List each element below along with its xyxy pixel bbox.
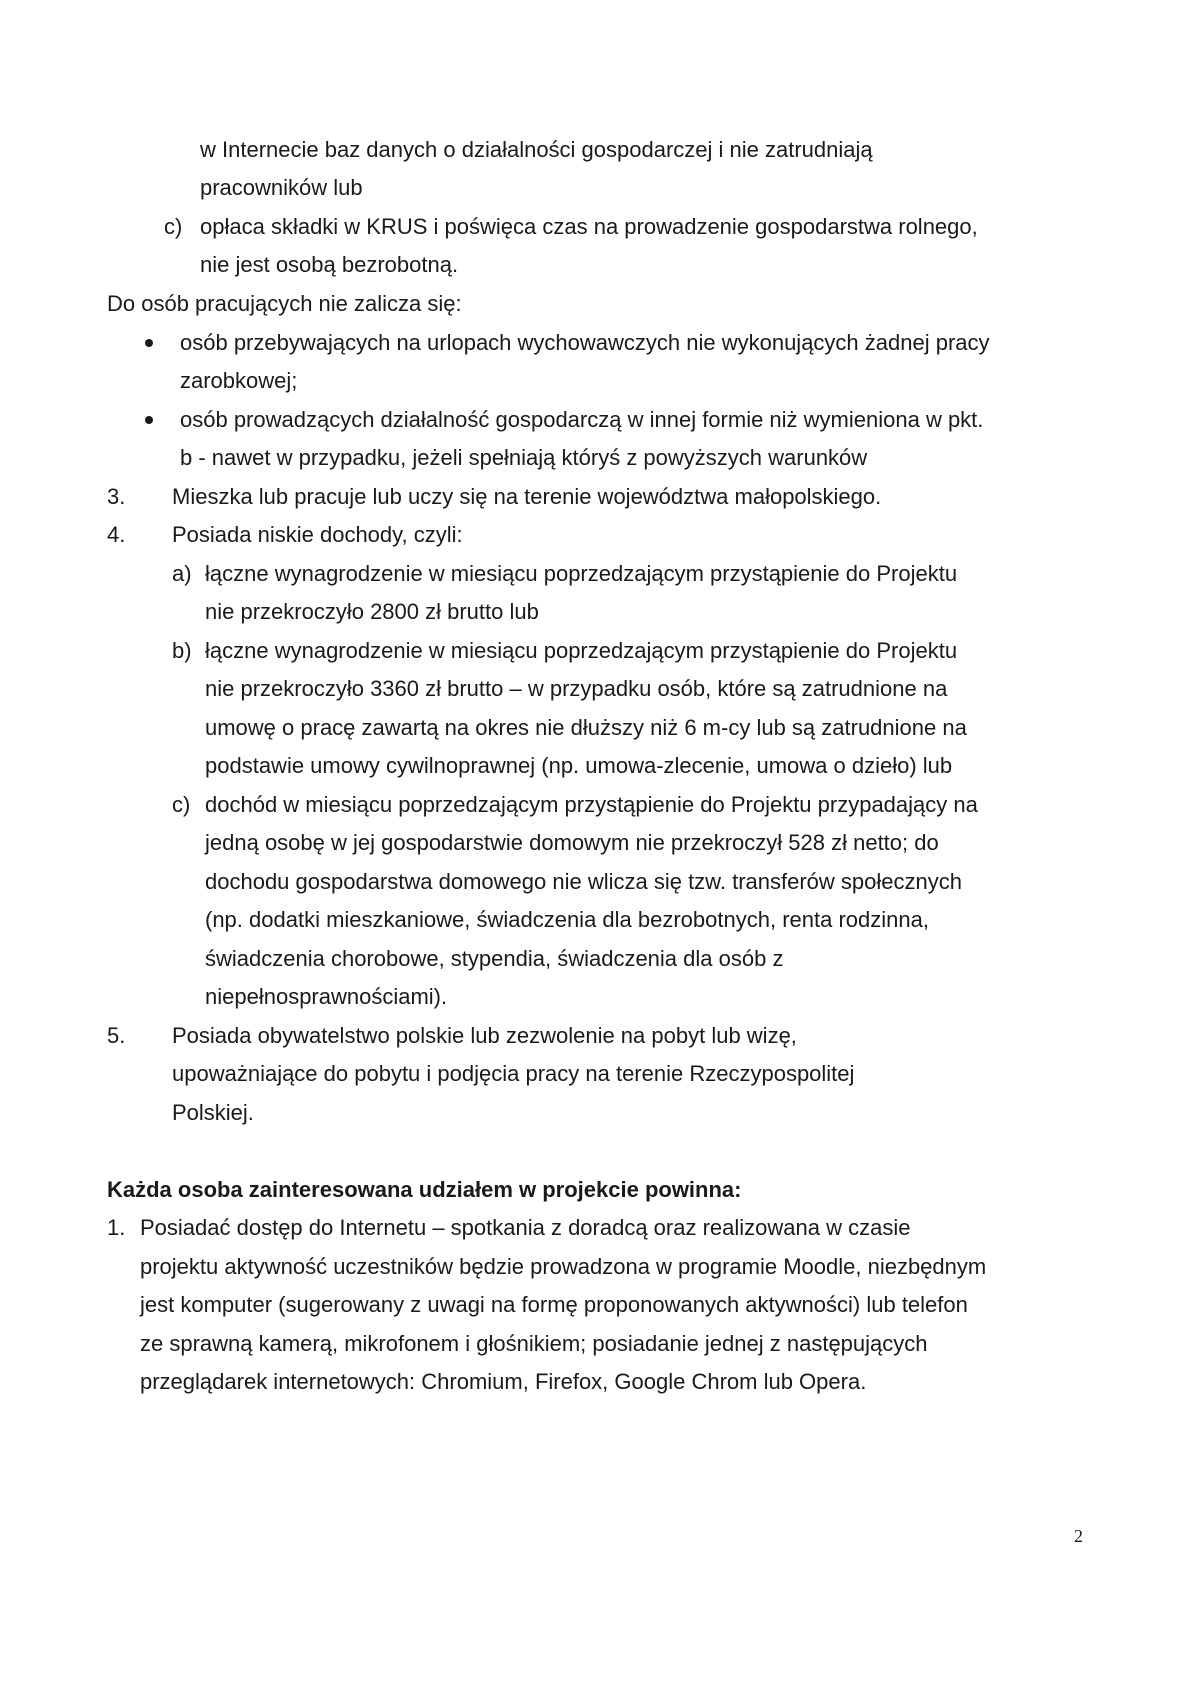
section-heading: Do osób pracujących nie zalicza się: xyxy=(107,291,462,316)
text-line: b - nawet w przypadku, jeżeli spełniają któryś z powyższych warunków xyxy=(180,445,868,470)
text-line: jedną osobę w jej gospodarstwie domowym nie przekroczył 528 zł netto; do xyxy=(205,830,939,855)
text-line: Mieszka lub pracuje lub uczy się na terenie województwa małopolskiego. xyxy=(172,484,882,509)
text-line: pracowników lub xyxy=(200,175,363,200)
text-line: łączne wynagrodzenie w miesiącu poprzedzającym przystąpienie do Projektu xyxy=(205,561,958,586)
text-line: świadczenia chorobowe, stypendia, świadczenia dla osób z xyxy=(205,946,784,971)
bullet-icon xyxy=(145,416,153,424)
text-line: dochodu gospodarstwa domowego nie wlicza się tzw. transferów społecznych xyxy=(205,869,962,894)
text-line: projektu aktywność uczestników będzie prowadzona w programie Moodle, niezbędnym xyxy=(140,1254,987,1279)
text-line: dochód w miesiącu poprzedzającym przystąpienie do Projektu przypadający na xyxy=(205,792,978,817)
page-number: 2 xyxy=(1074,1526,1083,1546)
text-line: niepełnosprawnościami). xyxy=(205,984,448,1009)
text-line: podstawie umowy cywilnoprawnej (np. umowa-zlecenie, umowa o dzieło) lub xyxy=(205,753,953,778)
text-line: (np. dodatki mieszkaniowe, świadczenia dla bezrobotnych, renta rodzinna, xyxy=(205,907,929,932)
text-line: jest komputer (sugerowany z uwagi na formę proponowanych aktywności) lub telefon xyxy=(140,1292,968,1317)
bullet-icon xyxy=(145,339,153,347)
list-marker: 5. xyxy=(107,1023,126,1048)
list-marker: c) xyxy=(164,214,183,239)
list-marker: b) xyxy=(172,638,192,663)
text-line: nie przekroczyło 2800 zł brutto lub xyxy=(205,599,539,624)
text-line: Polskiej. xyxy=(172,1100,254,1125)
text-line: Posiada niskie dochody, czyli: xyxy=(172,522,463,547)
list-marker: 4. xyxy=(107,522,126,547)
text-line: przeglądarek internetowych: Chromium, Firefox, Google Chrom lub Opera. xyxy=(140,1369,867,1394)
list-marker: c) xyxy=(172,792,191,817)
text-line: upoważniające do pobytu i podjęcia pracy na terenie Rzeczypospolitej xyxy=(172,1061,855,1086)
text-line: Posiada obywatelstwo polskie lub zezwolenie na pobyt lub wizę, xyxy=(172,1023,797,1048)
list-marker: 3. xyxy=(107,484,126,509)
list-marker: a) xyxy=(172,561,192,586)
text-line: zarobkowej; xyxy=(180,368,298,393)
text-line: osób przebywających na urlopach wychowawczych nie wykonujących żadnej pracy xyxy=(180,330,990,355)
text-line: ze sprawną kamerą, mikrofonem i głośnikiem; posiadanie jednej z następujących xyxy=(140,1331,928,1356)
text-line: Posiadać dostęp do Internetu – spotkania z doradcą oraz realizowana w czasie xyxy=(140,1215,911,1240)
text-line: nie przekroczyło 3360 zł brutto – w przypadku osób, które są zatrudnione na xyxy=(205,676,948,701)
text-line: łączne wynagrodzenie w miesiącu poprzedzającym przystąpienie do Projektu xyxy=(205,638,958,663)
text-line: w Internecie baz danych o działalności gospodarczej i nie zatrudniają xyxy=(200,137,873,162)
text-line: osób prowadzących działalność gospodarczą w innej formie niż wymieniona w pkt. xyxy=(180,407,984,432)
text-line: umowę o pracę zawartą na okres nie dłuższy niż 6 m-cy lub są zatrudnione na xyxy=(205,715,967,740)
section-heading: Każda osoba zainteresowana udziałem w projekcie powinna: xyxy=(107,1177,742,1202)
text-line: nie jest osobą bezrobotną. xyxy=(200,252,459,277)
list-marker: 1. xyxy=(107,1215,126,1240)
text-line: opłaca składki w KRUS i poświęca czas na prowadzenie gospodarstwa rolnego, xyxy=(200,214,978,239)
